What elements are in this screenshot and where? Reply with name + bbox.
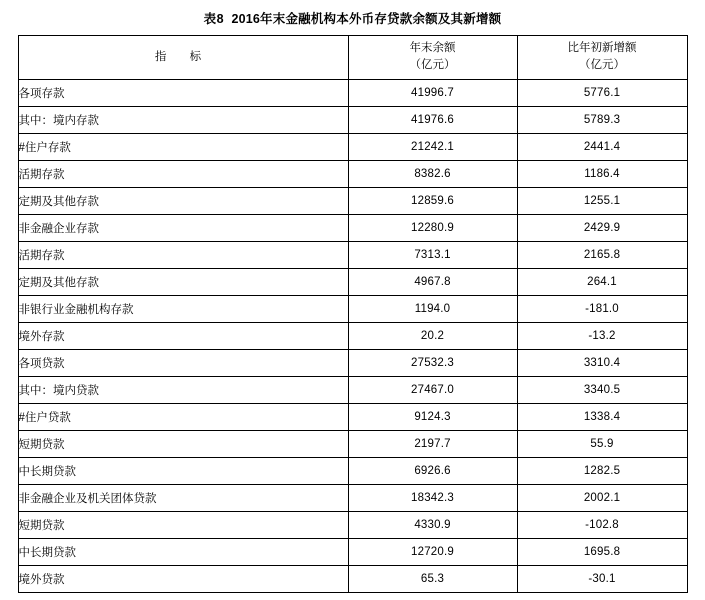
row-year-end-balance: 1194.0 [348,296,517,323]
row-year-end-balance: 20.2 [348,323,517,350]
row-year-end-balance: 21242.1 [348,134,517,161]
row-year-end-balance: 8382.6 [348,161,517,188]
row-increase: -181.0 [517,296,687,323]
table-row [18,296,687,323]
row-year-end-balance: 9124.3 [348,404,517,431]
row-year-end-balance: 2197.7 [348,431,517,458]
table-number: 表8 [203,12,225,26]
row-label: 非银行业金融机构存款 [18,296,348,323]
row-label: 各项贷款 [18,350,348,377]
table-row [18,80,687,107]
row-label: 境外存款 [18,323,348,350]
row-year-end-balance: 12280.9 [348,215,517,242]
row-label: 其中：境内贷款 [18,377,348,404]
column-header-balance-unit: （亿元） [409,59,456,71]
row-year-end-balance: 27532.3 [348,350,517,377]
table-row [18,188,687,215]
table-row [18,107,687,134]
row-increase: 1282.5 [517,458,687,485]
column-header-increase-unit: （亿元） [579,59,625,71]
table-row [18,242,687,269]
header-row [18,36,687,80]
table-title-text: 2016年末金融机构本外币存贷款余额及其新增额 [231,12,502,26]
table-row [18,512,687,539]
row-increase: -102.8 [517,512,687,539]
row-year-end-balance: 18342.3 [348,485,517,512]
table-body [18,80,687,593]
row-increase: 264.1 [517,269,687,296]
table-row [18,458,687,485]
row-increase: 2429.9 [517,215,687,242]
column-header-balance-line1: 年末余额 [409,42,456,54]
row-label: 短期贷款 [18,431,348,458]
row-increase: 2441.4 [517,134,687,161]
row-label: 中长期贷款 [18,458,348,485]
row-increase: 55.9 [517,431,687,458]
row-label: 其中：境内存款 [18,107,348,134]
row-increase: 1255.1 [517,188,687,215]
table-row [18,377,687,404]
row-label: 中长期贷款 [18,539,348,566]
row-increase: 2165.8 [517,242,687,269]
row-increase: 3340.5 [517,377,687,404]
row-label: 境外贷款 [18,566,348,593]
row-label: 非金融企业存款 [18,215,348,242]
row-increase: 5776.1 [517,80,687,107]
row-year-end-balance: 41996.7 [348,80,517,107]
row-label: 各项存款 [18,80,348,107]
row-increase: 2002.1 [517,485,687,512]
row-label: 定期及其他存款 [18,269,348,296]
table-row [18,404,687,431]
row-increase: -13.2 [517,323,687,350]
table-header [18,36,687,80]
row-increase: -30.1 [517,566,687,593]
table-row [18,350,687,377]
row-label: 活期存款 [18,161,348,188]
table-row [18,134,687,161]
row-year-end-balance: 65.3 [348,566,517,593]
column-header-indicator [18,36,348,80]
row-year-end-balance: 12720.9 [348,539,517,566]
column-header-year-end-balance [348,36,517,80]
row-year-end-balance: 4967.8 [348,269,517,296]
row-year-end-balance: 6926.6 [348,458,517,485]
table-row [18,431,687,458]
row-year-end-balance: 41976.6 [348,107,517,134]
column-header-indicator-label: 指 标 [154,50,212,63]
row-increase: 1338.4 [517,404,687,431]
column-header-increase-line1: 比年初新增额 [567,42,637,54]
row-increase: 5789.3 [517,107,687,134]
table-row [18,485,687,512]
table-row [18,269,687,296]
table-row [18,539,687,566]
row-label: 非金融企业及机关团体贷款 [18,485,348,512]
row-label: 活期存款 [18,242,348,269]
column-header-increase [517,36,687,80]
row-label: #住户贷款 [18,404,348,431]
row-year-end-balance: 12859.6 [348,188,517,215]
table-row [18,215,687,242]
row-label: 短期贷款 [18,512,348,539]
table-row [18,323,687,350]
table-row [18,566,687,593]
row-increase: 1695.8 [517,539,687,566]
row-increase: 1186.4 [517,161,687,188]
row-year-end-balance: 7313.1 [348,242,517,269]
table-row [18,161,687,188]
row-year-end-balance: 27467.0 [348,377,517,404]
row-label: #住户存款 [18,134,348,161]
row-year-end-balance: 4330.9 [348,512,517,539]
table-title [0,0,705,35]
row-label: 定期及其他存款 [18,188,348,215]
row-increase: 3310.4 [517,350,687,377]
deposits-loans-table [18,35,688,593]
